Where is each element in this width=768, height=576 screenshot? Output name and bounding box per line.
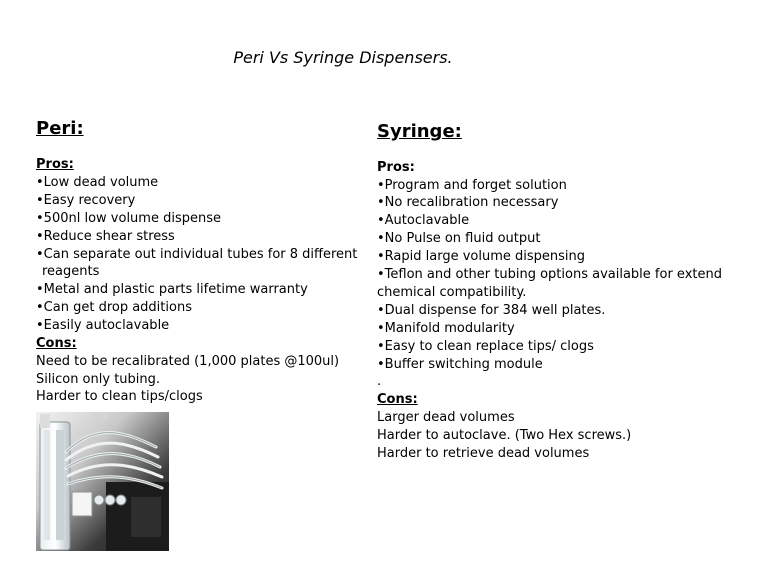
peri-con-item: Need to be recalibrated (1,000 plates @100ul) — [36, 354, 340, 369]
syringe-con-item: Larger dead volumes — [377, 410, 515, 425]
syringe-pro-item: •No recalibration necessary — [377, 195, 559, 210]
syringe-con-item: Harder to retrieve dead volumes — [377, 446, 590, 461]
syringe-pro-item: . — [377, 374, 382, 389]
syringe-pro-item: •Buffer switching module — [377, 357, 543, 372]
syringe-heading: Syringe: — [377, 121, 462, 142]
peri-pro-item: •Can separate out individual tubes for 8 different — [36, 247, 358, 262]
peri-con-item: Harder to clean tips/clogs — [36, 389, 203, 404]
peri-pros-label: Pros: — [36, 157, 74, 172]
syringe-con-item: Harder to autoclave. (Two Hex screws.) — [377, 428, 632, 443]
peri-pro-item: •500nl low volume dispense — [36, 211, 221, 226]
peri-pro-item: •Can get drop additions — [36, 300, 192, 315]
peri-cons-label: Cons: — [36, 336, 77, 351]
syringe-pros-label: Pros: — [377, 160, 415, 175]
syringe-pro-item: •Autoclavable — [377, 213, 470, 228]
peri-dispenser-photo — [36, 412, 169, 551]
peri-pro-item: •Low dead volume — [36, 175, 159, 190]
syringe-pro-item: •Easy to clean replace tips/ clogs — [377, 339, 594, 354]
syringe-pro-item: •Manifold modularity — [377, 321, 515, 336]
syringe-cons-label: Cons: — [377, 392, 418, 407]
syringe-pro-item: •Rapid large volume dispensing — [377, 249, 585, 264]
peri-pro-item: •Reduce shear stress — [36, 229, 175, 244]
syringe-pro-item: •No Pulse on fluid output — [377, 231, 541, 246]
slide-title: Peri Vs Syringe Dispensers. — [233, 48, 453, 67]
peri-pro-item: •Easy recovery — [36, 193, 136, 208]
peri-heading: Peri: — [36, 118, 84, 139]
syringe-pro-item: chemical compatibility. — [377, 285, 527, 300]
syringe-pro-item: •Program and forget solution — [377, 178, 567, 193]
peri-pro-item: •Metal and plastic parts lifetime warranty — [36, 282, 308, 297]
peri-pro-item: reagents — [42, 264, 100, 279]
peri-con-item: Silicon only tubing. — [36, 372, 161, 387]
peri-pro-item: •Easily autoclavable — [36, 318, 170, 333]
syringe-pro-item: •Dual dispense for 384 well plates. — [377, 303, 606, 318]
syringe-pro-item: •Teflon and other tubing options available for extend — [377, 267, 722, 282]
